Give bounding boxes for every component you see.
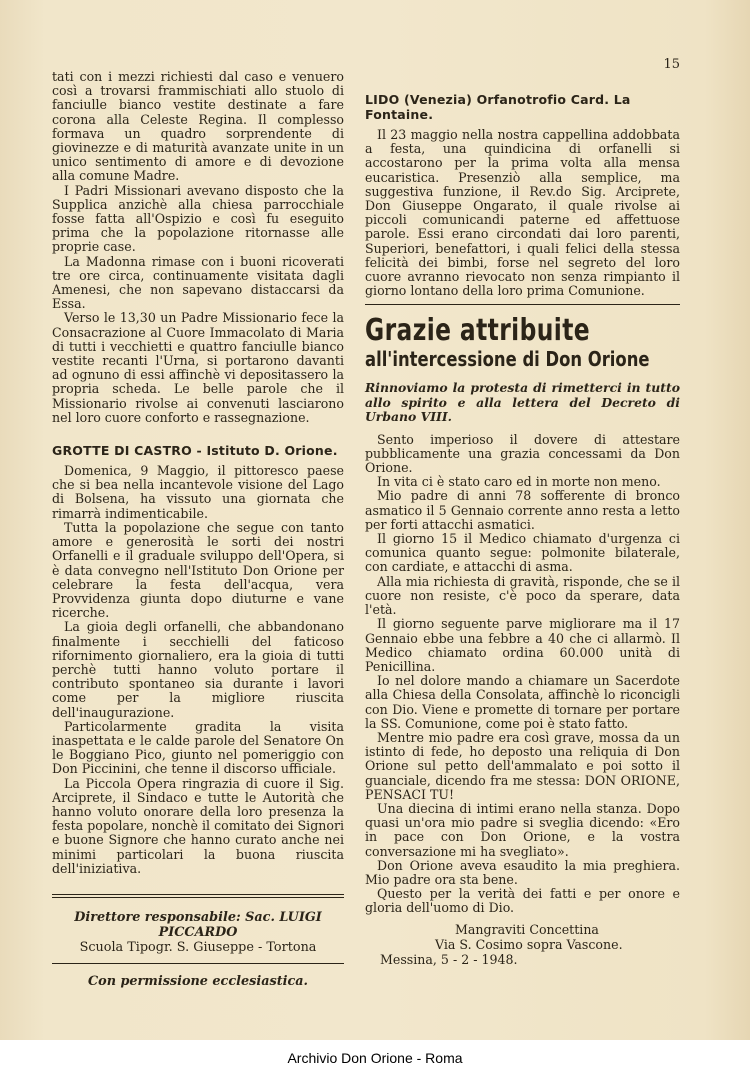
footer-director: Direttore responsabile: Sac. LUIGI PICCARDO: [74, 909, 322, 940]
section-rule: [365, 304, 680, 305]
grotte-paragraph-5: La Piccola Opera ringrazia di cuore il Sig. Arciprete, il Sindaco e tutte le Autorità che hanno voluto onorare della loro presenza la festa popolare, nonchè il comitato dei Signori e buone Signore che hanno curato anche nei minimi particolari la buona riuscita dell'iniziativa.: [52, 775, 344, 876]
grotte-paragraph-1: Domenica, 9 Maggio, il pittoresco paese che si bea nella incantevole visione del Lago di Bolsena, ha vissuto una giornata che rimarrà indimenticabile.: [52, 463, 344, 521]
grazie-paragraph-1: Sento imperioso il dovere di attestare pubblicamente una grazia concessami da Don Orione.: [365, 431, 680, 476]
grazie-intro: Rinnoviamo la protesta di rimetterci in tutto allo spirito e alla lettera del Decreto di Urbano VIII.: [365, 380, 680, 425]
footer-rule: [52, 963, 344, 964]
lido-heading: LIDO (Venezia) Orfanotrofio Card. La Fontaine.: [365, 92, 631, 122]
footer-printer: Scuola Tipogr. S. Giuseppe - Tortona: [79, 939, 317, 955]
archive-caption: Archivio Don Orione - Roma: [0, 1040, 750, 1076]
grotte-paragraph-3: La gioia degli orfanelli, che abbandonano finalmente i secchielli del faticoso rifornimento giornaliero, era la gioia di tutti perchè tutti hanno voluto portare il contributo spontaneo sia durante i lavori come per la migliore riuscita dell'inaugurazione.: [52, 619, 344, 720]
grazie-paragraph-2: In vita ci è stato caro ed in morte non meno.: [377, 474, 661, 490]
grotte-heading: GROTTE DI CASTRO - Istituto D. Orione.: [52, 443, 338, 459]
signature-place-date: Messina, 5 - 2 - 1948.: [380, 951, 518, 967]
grotte-paragraph-4: Particolarmente gradita la visita inaspettata e le calde parole del Senatore On le Boggiano Pico, giunto nel pomeriggio con Don Piccinini, che tenne il discorso ufficiale.: [52, 718, 344, 777]
footer-permission: Con permissione ecclesiastica.: [87, 973, 309, 989]
page-number: 15: [663, 57, 680, 72]
lido-paragraph: Il 23 maggio nella nostra cappellina addobbata a festa, una quindicina di orfanelli si accostarono per la prima volta alla mensa eucaristica. Presenziò alla semplice, ma suggestiva funzione, il Rev.do Sig. Arciprete, Don Giuseppe Ongarato, il quale rivolse ai piccoli comunicandi paterne ed affettuose parole. Essi erano circondati dai loro parenti, Superiori, benefattori, i quali felici della stessa felicità dei bimbi, forse nel segreto del loro cuore avranno rievocato non senza rimpianto il giorno lontano della loro prima Comunione.: [365, 127, 680, 299]
left-intro-paragraph-1: tati con i mezzi richiesti dal caso e venuero così a trovarsi frammischiati allo stuolo di fanciulle bianco vestite destinate a fare corona alla Celeste Regina. Il complesso formava un quadro sorprendente di giovinezze e di maturità avanzate unite in un unico sentimento di amore e di devozione alla comune Madre.: [52, 69, 344, 184]
grazie-paragraph-7: Io nel dolore mando a chiamare un Sacerdote alla Chiesa della Consolata, affinchè lo riconcigli con Dio. Viene e promette di tornare per portare la SS. Comunione, come poi è stato fatto.: [365, 673, 680, 731]
grazie-subtitle: all'intercessione di Don Orione: [365, 347, 650, 372]
grazie-paragraph-10: Don Orione aveva esaudito la mia preghiera. Mio padre ora sta bene.: [365, 857, 680, 887]
left-intro-paragraph-2: I Padri Missionari avevano disposto che la Supplica anzichè alla chiesa parrocchiale fosse fatta all'Ospizio e così fu eseguito prima che la popolazione ritornasse alle proprie case.: [52, 182, 344, 255]
grazie-paragraph-8: Mentre mio padre era così grave, mossa da un istinto di fede, ho deposto una reliquia di Don Orione sul petto dell'ammalato e poi sotto il guanciale, dicendo fra me stessa: DON ORIONE, PENSACI TU!: [365, 729, 680, 802]
grazie-paragraph-3: Mio padre di anni 78 sofferente di bronco asmatico il 5 Gennaio corrente anno resta a letto per forti attacchi asmatici.: [365, 488, 680, 532]
left-column: [52, 70, 344, 989]
grazie-paragraph-5: Alla mia richiesta di gravità, risponde, che se il cuore non resiste, c'è poco da sperare, data l'età.: [365, 573, 680, 618]
left-intro-paragraph-4: Verso le 13,30 un Padre Missionario fece la Consacrazione al Cuore Immacolato di Maria di tutti i vecchietti e quattro fanciulle bianco vestite recanti l'Urna, si portarono davanti ad ognuno di essi affinchè vi depositassero la propria scheda. Le belle parole che il Missionario rivolse ai convenuti lasciarono nel loro cuore conforto e rassegnazione.: [52, 310, 344, 425]
footer-double-rule: [52, 894, 344, 898]
grazie-title: Grazie attribuite: [365, 313, 591, 349]
right-column: [365, 70, 680, 967]
grazie-paragraph-11: Questo per la verità dei fatti e per onore e gloria dell'uomo di Dio.: [365, 886, 680, 916]
grotte-paragraph-2: Tutta la popolazione che segue con tanto amore e generosità le sorti dei nostri Orfanelli e il graduale sviluppo dell'Opera, si è data convegno nell'Istituto Don Orione per celebrare la festa dell'acqua, vera Provvidenza giunta dopo diuturne e vane ricerche.: [52, 519, 344, 621]
left-intro-paragraph-3: La Madonna rimase con i buoni ricoverati tre ore circa, continuamente visitata dagli Amenesi, che non sapevano distaccarsi da Essa.: [52, 253, 344, 312]
grazie-paragraph-4: Il giorno 15 il Medico chiamato d'urgenza ci comunica quanto segue: polmonite bilaterale, con cardiate, e attacchi di asma.: [365, 531, 680, 575]
grazie-paragraph-9: Una diecina di intimi erano nella stanza. Dopo quasi un'ora mio padre si sveglia dicendo: «Ero in pace con Don Orione, e la vostra conversazione mi ha svegliato».: [365, 800, 680, 859]
signature-name: Mangraviti Concettina: [455, 921, 599, 937]
grazie-paragraph-6: Il giorno seguente parve migliorare ma il 17 Gennaio ebbe una febbre a 40 che ci allarmò. Il Medico chiamato ordina 60.000 unità di Penicillina.: [365, 616, 680, 674]
signature-address: Via S. Cosimo sopra Vascone.: [435, 936, 623, 952]
